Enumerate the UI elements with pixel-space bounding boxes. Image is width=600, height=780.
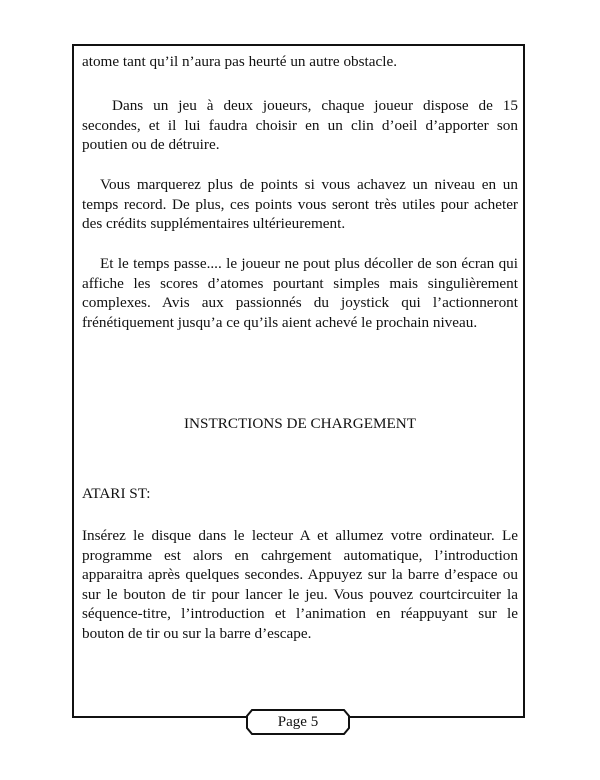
loading-instructions-heading: INSTRCTIONS DE CHARGEMENT (183, 415, 417, 432)
paragraph-scoring: Vous marquerez plus de points si vous achavez un niveau en un temps record. De plus, ces points vous seront très utiles pour acheter des crédits supplémentaires ultérieurement. (82, 176, 518, 232)
loading-instructions-text: Insérez le disque dans le lecteur A et allumez votre ordinateur. Le programme est alors en cahrgement automatique, l’introduction apparaitra après quelques secondes. Appuyez sur la barre d’espace ou sur le bouton de tir pour lancer le jeu. Vous pouvez courtcircuiter la séquence-titre, l’introduction et l’animation en réappuyant sur le bouton de tir ou sur la barre d’escape. (82, 527, 518, 642)
paragraph-two-players: Dans un jeu à deux joueurs, chaque joueur dispose de 15 secondes, et il lui faudra choisir en un clin d’oeil d’apporter son poutien ou de détruire. (82, 97, 518, 153)
page-number: Page 5 (277, 714, 319, 730)
atari-st-label: ATARI ST: (82, 485, 151, 502)
paragraph-continuation: atome tant qu’il n’aura pas heurté un autre obstacle. (82, 53, 398, 70)
page-number-badge (246, 709, 350, 735)
paragraph-time-passes: Et le temps passe.... le joueur ne pout plus décoller de son écran qui affiche les scores d’atomes pourtant simples mais singulièrement complexes. Avis aux passionnés du joystick qui l’actionneront frénétiquement jusqu’a ce qu’ils aient achevé le prochain niveau. (82, 255, 518, 331)
